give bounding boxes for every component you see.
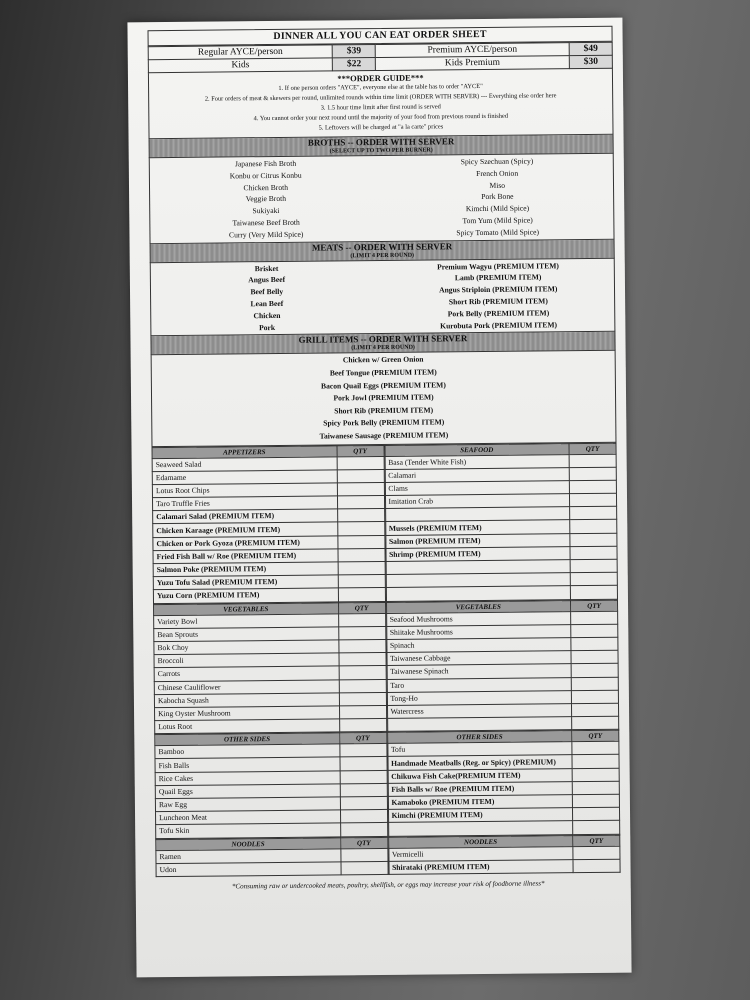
appetizer-item: Edamame	[152, 470, 337, 485]
qty-field[interactable]	[571, 690, 618, 704]
meat-item: Pork Belly (PREMIUM ITEM)	[447, 308, 550, 319]
noodles-left-table	[155, 837, 388, 878]
meats-left-column	[151, 262, 383, 335]
qty-field[interactable]	[340, 770, 387, 784]
premium-price: $49	[569, 42, 612, 55]
broth-item: Pork Bone	[481, 192, 514, 202]
side-item: Fish Balls w/ Roe (PREMIUM ITEM)	[388, 781, 573, 796]
grill-list	[151, 351, 617, 447]
appetizers-seafood-section	[152, 442, 618, 604]
qty-field[interactable]	[339, 744, 386, 758]
guide-rule: 4. You cannot order your next round until the majority of your food from previous round is finished	[253, 112, 509, 123]
qty-field[interactable]	[570, 546, 617, 560]
sides-section	[154, 730, 620, 839]
vegetable-item: Taro	[387, 677, 572, 692]
qty-field[interactable]	[572, 794, 619, 808]
kids-price: $22	[333, 58, 376, 71]
vegetable-header: VEGETABLES	[154, 602, 339, 615]
qty-field[interactable]	[573, 859, 620, 873]
qty-field[interactable]	[339, 757, 386, 771]
kids-premium-price: $30	[569, 55, 612, 68]
qty-field[interactable]	[572, 768, 619, 782]
qty-field[interactable]	[571, 664, 618, 678]
broth-item: Miso	[489, 180, 506, 190]
broths-title: BROTHS -- ORDER WITH SERVER	[307, 136, 455, 148]
qty-field[interactable]	[337, 509, 384, 523]
noodles-section	[155, 834, 620, 877]
seafood-item: Basa (Tender White Fish)	[385, 454, 570, 469]
qty-field[interactable]	[340, 861, 387, 875]
broth-item: Spicy Szechuan (Spicy)	[460, 156, 534, 167]
qty-field[interactable]	[572, 716, 619, 730]
noodle-header: NOODLES	[388, 835, 573, 848]
menu-row	[156, 861, 388, 876]
broth-item: Chicken Broth	[243, 182, 289, 192]
side-item: Tofu Skin	[156, 823, 341, 838]
qty-header: QTY	[573, 835, 620, 846]
seafood-item: Salmon (PREMIUM ITEM)	[385, 533, 570, 548]
seafood-item	[386, 586, 571, 601]
broth-item: Tom Yum (Mild Spice)	[462, 215, 533, 226]
qty-header: QTY	[339, 733, 386, 744]
side-header: OTHER SIDES	[155, 733, 340, 746]
grill-item: Chicken w/ Green Onion	[342, 354, 424, 365]
seafood-item: Clams	[385, 481, 570, 496]
qty-field[interactable]	[337, 535, 384, 549]
appetizer-item: Chicken Karaage (PREMIUM ITEM)	[153, 522, 338, 537]
meat-item: Brisket	[254, 263, 279, 273]
vegetable-item: Watercress	[387, 704, 572, 719]
qty-field[interactable]	[340, 783, 387, 797]
qty-field[interactable]	[571, 637, 618, 651]
meat-item: Premium Wagyu (PREMIUM ITEM)	[437, 260, 559, 272]
seafood-header: SEAFOOD	[384, 443, 569, 456]
appetizer-item: Lotus Root Chips	[152, 483, 337, 498]
broths-left-column	[150, 157, 382, 242]
qty-field[interactable]	[570, 533, 617, 547]
side-item: Chikuwa Fish Cake(PREMIUM ITEM)	[388, 768, 573, 783]
qty-field[interactable]	[338, 561, 385, 575]
vegetable-item: Carrots	[154, 666, 339, 681]
qty-header: QTY	[336, 445, 383, 456]
qty-field[interactable]	[570, 586, 617, 600]
appetizer-item: Chicken or Pork Gyoza (PREMIUM ITEM)	[153, 536, 338, 551]
meats-subtitle: (LIMIT 4 PER ROUND)	[350, 252, 415, 259]
appetizer-item: Yuzu Corn (PREMIUM ITEM)	[153, 588, 338, 603]
side-item: Luncheon Meat	[156, 810, 341, 825]
qty-field[interactable]	[571, 624, 618, 638]
meat-item: Angus Beef	[248, 275, 286, 285]
guide-rule: 2. Four orders of meat & skewers per round, unlimited rounds within time limit (ORDER WITH SERVER) --- Everything else order here	[204, 92, 557, 103]
appetizer-header: APPETIZERS	[152, 445, 337, 458]
side-item: Bamboo	[155, 744, 340, 759]
meat-item: Short Rib (PREMIUM ITEM)	[448, 296, 548, 307]
order-sheet	[127, 18, 631, 978]
noodle-item: Ramen	[156, 848, 341, 863]
noodles-right-table	[388, 834, 621, 875]
broth-item: Japanese Fish Broth	[234, 158, 297, 169]
meat-item: Lamb (PREMIUM ITEM)	[454, 272, 542, 283]
broths-right-column	[381, 155, 613, 240]
meat-item: Chicken	[253, 310, 281, 320]
side-item: Tofu	[387, 742, 572, 757]
sheet-title: DINNER ALL YOU CAN EAT ORDER SHEET	[148, 26, 613, 46]
vegetable-item: Spinach	[386, 638, 571, 653]
qty-field[interactable]	[569, 454, 616, 468]
qty-field[interactable]	[337, 482, 384, 496]
side-item: Kamaboko (PREMIUM ITEM)	[388, 795, 573, 810]
qty-field[interactable]	[573, 821, 620, 835]
guide-rule: 1. If one person orders "AYCE", everyone else at the table has to order "AYCE"	[278, 82, 483, 92]
qty-header: QTY	[569, 443, 616, 454]
vegetable-item: Broccoli	[154, 653, 339, 668]
qty-field[interactable]	[569, 467, 616, 481]
qty-field[interactable]	[572, 741, 619, 755]
meat-item: Lean Beef	[250, 298, 284, 309]
qty-field[interactable]	[339, 692, 386, 706]
grill-item: Bacon Quail Eggs (PREMIUM ITEM)	[320, 379, 446, 391]
qty-field[interactable]	[571, 650, 618, 664]
qty-field[interactable]	[340, 848, 387, 862]
side-header: OTHER SIDES	[387, 731, 572, 744]
seafood-item: Mussels (PREMIUM ITEM)	[385, 520, 570, 535]
kids-premium-label: Kids Premium	[376, 56, 570, 71]
broth-item: Veggie Broth	[245, 194, 287, 204]
vegetables-section	[153, 599, 619, 734]
regular-label: Regular AYCE/person	[148, 45, 332, 60]
broth-item: Kimchi (Mild Spice)	[465, 203, 530, 214]
noodle-item: Shirataki (PREMIUM ITEM)	[388, 859, 573, 874]
side-item: Quail Eggs	[155, 784, 340, 799]
seafood-table	[384, 442, 618, 601]
broths-list	[149, 154, 615, 244]
broth-item: Sukiyaki	[252, 206, 280, 216]
meat-item: Angus Striploin (PREMIUM ITEM)	[439, 284, 558, 295]
vegetable-item: Shiitake Mushrooms	[386, 624, 571, 639]
grill-item: Beef Tongue (PREMIUM ITEM)	[329, 367, 437, 378]
meat-item: Kurobuta Pork (PREMIUM ITEM)	[440, 319, 558, 330]
noodle-item: Vermicelli	[388, 846, 573, 861]
qty-field[interactable]	[571, 611, 618, 625]
vegetable-item: Seafood Mushrooms	[386, 611, 571, 626]
qty-field[interactable]	[340, 810, 387, 824]
qty-field[interactable]	[337, 456, 384, 470]
appetizer-item: Fried Fish Ball w/ Roe (PREMIUM ITEM)	[153, 549, 338, 564]
qty-field[interactable]	[338, 653, 385, 667]
meats-list	[150, 258, 616, 336]
broths-subtitle: (SELECT UP TO TWO PER BURNER)	[329, 147, 433, 155]
guide-rule: 5. Leftovers will be charged at "a la carte" prices	[318, 123, 444, 132]
appetizer-item: Yuzu Tofu Salad (PREMIUM ITEM)	[153, 575, 338, 590]
qty-field[interactable]	[337, 522, 384, 536]
guide-rule: 3. 1.5 hour time limit after first round is served	[320, 103, 441, 112]
qty-field[interactable]	[570, 572, 617, 586]
grill-subtitle: (LIMIT 4 PER ROUND)	[351, 345, 415, 352]
qty-header: QTY	[572, 730, 619, 741]
side-item: Kimchi (PREMIUM ITEM)	[388, 808, 573, 823]
seafood-item: Calamari	[385, 467, 570, 482]
qty-field[interactable]	[338, 613, 385, 627]
meat-item: Pork	[259, 322, 276, 332]
grill-title: GRILL ITEMS -- ORDER WITH SERVER	[298, 333, 468, 346]
qty-field[interactable]	[572, 755, 619, 769]
sides-right-table	[387, 730, 620, 837]
qty-field[interactable]	[571, 703, 618, 717]
grill-item: Taiwanese Sausage (PREMIUM ITEM)	[319, 430, 449, 441]
grill-item: Short Rib (PREMIUM ITEM)	[334, 405, 434, 416]
vegetable-header: VEGETABLES	[386, 600, 571, 613]
qty-field[interactable]	[571, 677, 618, 691]
qty-field[interactable]	[339, 719, 386, 733]
appetizer-item: Salmon Poke (PREMIUM ITEM)	[153, 562, 338, 577]
side-item	[388, 821, 573, 836]
qty-field[interactable]	[338, 626, 385, 640]
vegetable-item: King Oyster Mushroom	[155, 706, 340, 721]
broth-item: Spicy Tomato (Mild Spice)	[456, 227, 540, 238]
qty-field[interactable]	[570, 559, 617, 573]
side-item: Fish Balls	[155, 757, 340, 772]
vegetable-item: Kabocha Squash	[154, 693, 339, 708]
qty-field[interactable]	[340, 823, 387, 837]
qty-field[interactable]	[340, 796, 387, 810]
qty-header: QTY	[338, 602, 385, 613]
qty-field[interactable]	[338, 639, 385, 653]
appetizer-item: Taro Truffle Fries	[152, 496, 337, 511]
vegetables-left-table	[153, 602, 387, 735]
qty-field[interactable]	[570, 506, 617, 520]
appetizer-item: Calamari Salad (PREMIUM ITEM)	[153, 509, 338, 524]
qty-field[interactable]	[337, 548, 384, 562]
noodle-header: NOODLES	[156, 837, 341, 850]
broth-item: Curry (Very Mild Spice)	[228, 229, 304, 240]
meat-item: Beef Belly	[250, 287, 284, 297]
qty-header: QTY	[340, 837, 387, 848]
qty-field[interactable]	[339, 705, 386, 719]
appetizer-item: Seaweed Salad	[152, 456, 337, 471]
qty-field[interactable]	[339, 679, 386, 693]
broth-item: French Onion	[476, 168, 519, 178]
qty-field[interactable]	[337, 469, 384, 483]
vegetable-item: Taiwanese Cabbage	[386, 651, 571, 666]
side-item: Handmade Meatballs (Reg. or Spicy) (PREMIUM)	[387, 755, 572, 770]
qty-field[interactable]	[338, 575, 385, 589]
premium-label: Premium AYCE/person	[375, 43, 569, 58]
order-guide	[148, 69, 614, 139]
vegetable-item: Variety Bowl	[154, 613, 339, 628]
meats-right-column	[382, 259, 614, 332]
vegetable-item	[387, 717, 572, 732]
vegetable-item: Tong-Ho	[387, 690, 572, 705]
noodle-item: Udon	[156, 862, 341, 877]
qty-field[interactable]	[572, 781, 619, 795]
grill-item: Pork Jowl (PREMIUM ITEM)	[333, 392, 434, 403]
menu-row	[388, 859, 620, 874]
meats-title: MEATS -- ORDER WITH SERVER	[311, 240, 453, 253]
side-item: Raw Egg	[155, 797, 340, 812]
vegetable-item: Bok Choy	[154, 640, 339, 655]
qty-field[interactable]	[569, 480, 616, 494]
vegetable-item: Chinese Cauliflower	[154, 679, 339, 694]
foodborne-warning: *Consuming raw or undercooked meats, poultry, shellfish, or eggs may increase your risk of foodborne illness*	[231, 879, 545, 891]
regular-price: $39	[332, 45, 375, 58]
qty-header: QTY	[570, 600, 617, 611]
qty-field[interactable]	[569, 493, 616, 507]
qty-field[interactable]	[338, 588, 385, 602]
side-item: Rice Cakes	[155, 771, 340, 786]
qty-field[interactable]	[573, 846, 620, 860]
qty-field[interactable]	[570, 520, 617, 534]
vegetable-item: Taiwanese Spinach	[387, 664, 572, 679]
guide-title: ***ORDER GUIDE***	[337, 72, 424, 84]
appetizers-table	[152, 444, 386, 603]
vegetables-right-table	[385, 599, 619, 732]
qty-field[interactable]	[337, 496, 384, 510]
broth-item: Konbu or Citrus Konbu	[229, 170, 302, 181]
qty-field[interactable]	[339, 666, 386, 680]
seafood-item: Shrimp (PREMIUM ITEM)	[385, 547, 570, 562]
seafood-item: Imitation Crab	[385, 494, 570, 509]
sides-left-table	[154, 732, 387, 839]
broth-item: Taiwanese Beef Broth	[232, 217, 300, 228]
vegetable-item: Bean Sprouts	[154, 627, 339, 642]
qty-field[interactable]	[572, 807, 619, 821]
vegetable-item: Lotus Root	[155, 719, 340, 734]
kids-label: Kids	[148, 58, 332, 73]
grill-item: Spicy Pork Belly (PREMIUM ITEM)	[323, 417, 445, 428]
